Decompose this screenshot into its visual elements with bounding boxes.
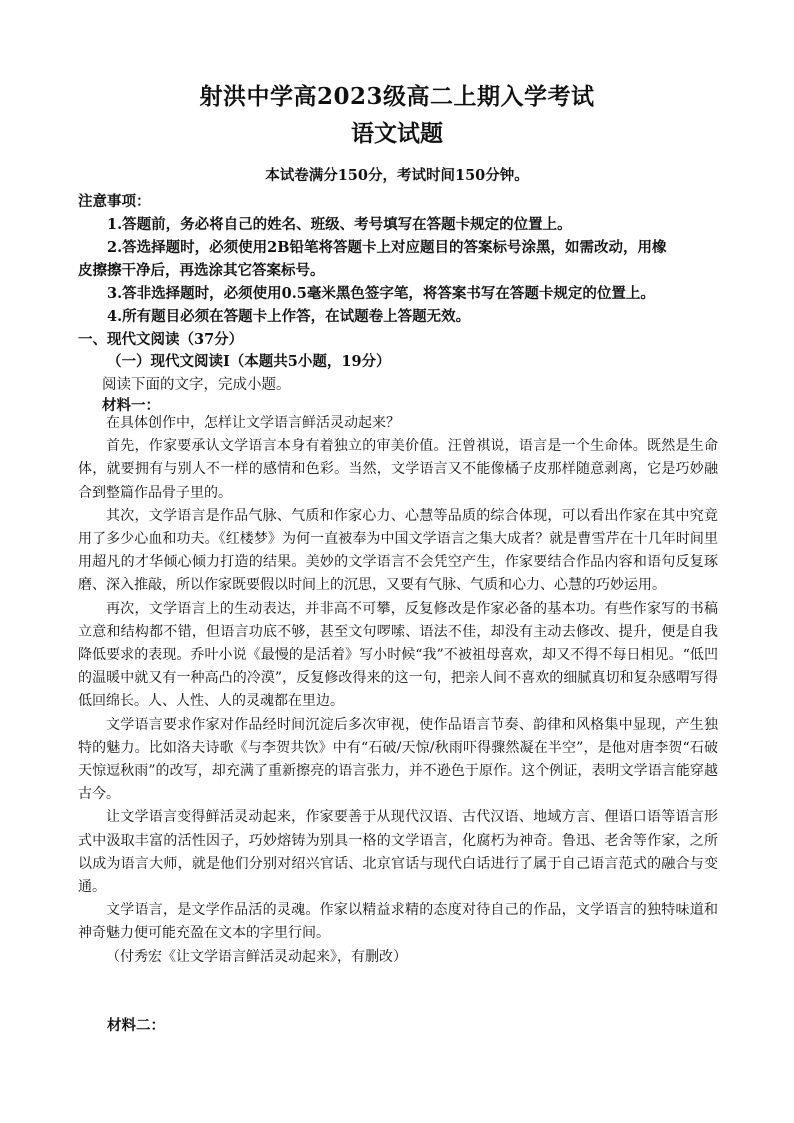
- paragraph: 文学语言要求作家对作品经时间沉淀后多次审视，使作品语言节奏、韵律和风格集中显现，产生独特的魅力。比如洛夫诗歌《与李贺共饮》中有“石破/天惊/秋雨吓得骤然凝在半空”，是他对唐李贺“石破天惊逗秋雨”的改写，却充满了重新擦亮的语言张力，并不逊色于原作。这个例证，表明文学语言能穿越古今。: [78, 716, 718, 803]
- notice-item-1: 1.答题前，务必将自己的姓名、班级、考号填写在答题卡规定的位置上。: [107, 216, 572, 233]
- notice-heading: 注意事项：: [78, 193, 151, 210]
- paragraph: 首先，作家要承认文学语言本身有着独立的审美价值。汪曾祺说，语言是一个生命体。既然是生命体，就要拥有与别人不一样的感情和色彩。当然，文学语言又不能像橘子皮那样随意剥离，它是巧妙融合到整篇作品骨子里的。: [78, 438, 718, 501]
- subsection-heading: （一）现代文阅读Ⅰ（本题共5小题，19分）: [107, 353, 391, 370]
- notice-item-3: 3.答非选择题时，必须使用0.5毫米黑色签字笔，将答案书写在答题卡规定的位置上。: [107, 285, 655, 302]
- notice-item-2: 2.答选择题时，必须使用2B铅笔将答题卡上对应题目的答案标号涂黑，如需改动，用橡: [107, 239, 667, 256]
- exam-title: 射洪中学高2023级高二上期入学考试: [199, 83, 595, 110]
- material-1-text: [78, 412, 718, 969]
- notice-item-2-cont: 皮擦擦干净后，再选涂其它答案标号。: [78, 262, 325, 279]
- paragraph: 文学语言，是文学作品活的灵魂。作家以精益求精的态度对待自己的作品，文学语言的独特味道和神奇魅力便可能充盈在文本的字里行间。: [78, 902, 718, 942]
- subject-title: 语文试题: [351, 120, 443, 147]
- reading-instruction: 阅读下面的文字，完成小题。: [102, 377, 291, 393]
- paragraph: 在具体创作中，怎样让文学语言鲜活灵动起来？: [106, 415, 400, 431]
- source-citation: （付秀宏《让文学语言鲜活灵动起来》，有删改）: [106, 948, 407, 965]
- exam-info: 本试卷满分150分，考试时间150分钟。: [265, 167, 529, 184]
- paragraph: 其次，文学语言是作品气脉、气质和作家心力、心慧等品质的综合体现，可以看出作家在其中究竟用了多少心血和功夫。《红楼梦》为何一直被奉为中国文学语言之集大成者？就是曹雪芹在十几年时间里用超凡的才华倾心倾力打造的结果。美妙的文学语言不会凭空产生，作家要结合作品内容和语句反复琢磨、深入推敲，所以作家既要假以时间上的沉思，又要有气脉、气质和心力、心慧的巧妙运用。: [78, 507, 718, 594]
- notice-item-4: 4.所有题目必须在答题卡上作答，在试题卷上答题无效。: [107, 308, 471, 325]
- section-heading: 一、现代文阅读（37分）: [78, 331, 244, 348]
- paragraph: 让文学语言变得鲜活灵动起来，作家要善于从现代汉语、古代汉语、地域方言、俚语口语等语言形式中汲取丰富的活性因子，巧妙熔铸为别具一格的文学语言，化腐朽为神奇。鲁迅、老舍等作家，之所以成为语言大师，就是他们分别对绍兴官话、北京官话与现代白话进行了属于自己语言范式的融合与变通。: [78, 809, 718, 896]
- paragraph: 再次，文学语言上的生动表达，并非高不可攀，反复修改是作家必备的基本功。有些作家写的书稿立意和结构都不错，但语言功底不够，甚至文句啰嗦、语法不佳，却没有主动去修改、提升，便是自我降低要求的表现。乔叶小说《最慢的是活着》写小时候“我”不被祖母喜欢，却又不得不每日相见。“低凹的温暖中就又有一种高凸的冷漠”，反复修改得来的这一句，把亲人间不喜欢的细腻真切和复杂感喟写得低回绵长。人、人性、人的灵魂都在里边。: [78, 600, 718, 710]
- material-1-label: 材料一：: [102, 397, 160, 414]
- material-2-label: 材料二：: [107, 1017, 165, 1034]
